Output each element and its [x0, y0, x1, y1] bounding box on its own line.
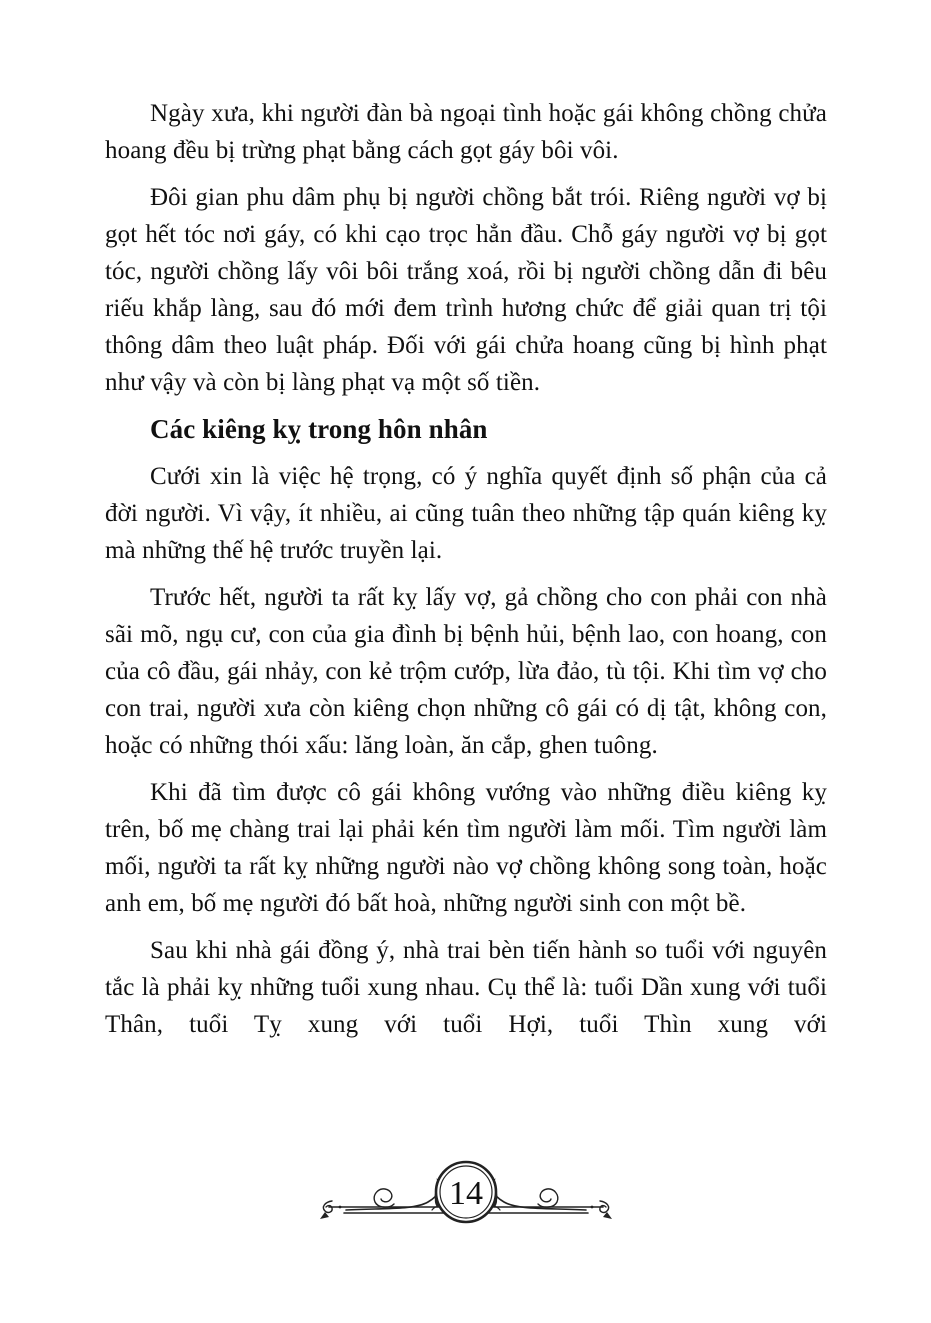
paragraph: Trước hết, người ta rất kỵ lấy vợ, gả chồng cho con phải con nhà sãi mõ, ngụ cư, con của gia đình bị bệnh hủi, bệnh lao, con hoang, con của cô đầu, gái nhảy, con kẻ trộm cướp, lừa đảo, tù tội. Khi tìm vợ cho con trai, người xưa còn kiêng chọn những cô gái có dị tật, không con, hoặc có những thói xấu: lăng loàn, ăn cắp, ghen tuông. [105, 584, 827, 759]
paragraph: Đôi gian phu dâm phụ bị người chồng bắt trói. Riêng người vợ bị gọt hết tóc nơi gáy, có khi cạo trọc hẳn đầu. Chỗ gáy người vợ bị gọt tóc, người chồng lấy vôi bôi trắng xoá, rồi bị người chồng dẫn đi bêu riếu khắp làng, sau đó mới đem trình hương chức để giải quan trị tội thông dâm theo luật pháp. Đối với gái chửa hoang cũng bị hình phạt như vậy và còn bị làng phạt vạ một số tiền. [105, 184, 827, 396]
paragraph: Khi đã tìm được cô gái không vướng vào những điều kiêng kỵ trên, bố mẹ chàng trai lại phải kén tìm người làm mối. Tìm người làm mối, người ta rất kỵ những người nào vợ chồng không song toàn, hoặc anh em, bố mẹ người đó bất hoà, những người sinh con một bề. [105, 779, 827, 917]
paragraph: Sau khi nhà gái đồng ý, nhà trai bèn tiến hành so tuổi với nguyên tắc là phải kỵ những tuổi xung nhau. Cụ thể là: tuổi Dần xung với tuổi Thân, tuổi Tỵ xung với tuổi Hợi, tuổi Thìn xung với [105, 937, 827, 1038]
page-text-block [105, 95, 827, 1043]
section-heading: Các kiêng kỵ trong hôn nhân [150, 414, 488, 444]
paragraph: Cưới xin là việc hệ trọng, có ý nghĩa quyết định số phận của cả đời người. Vì vậy, ít nhiều, ai cũng tuân theo những tập quán kiêng kỵ mà những thế hệ trước truyền lại. [105, 463, 827, 564]
page-number: 14 [448, 1175, 483, 1212]
flourish-divider-icon [316, 1150, 616, 1240]
page-footer [0, 1150, 931, 1240]
paragraph: Ngày xưa, khi người đàn bà ngoại tình hoặc gái không chồng chửa hoang đều bị trừng phạt bằng cách gọt gáy bôi vôi. [105, 100, 827, 164]
